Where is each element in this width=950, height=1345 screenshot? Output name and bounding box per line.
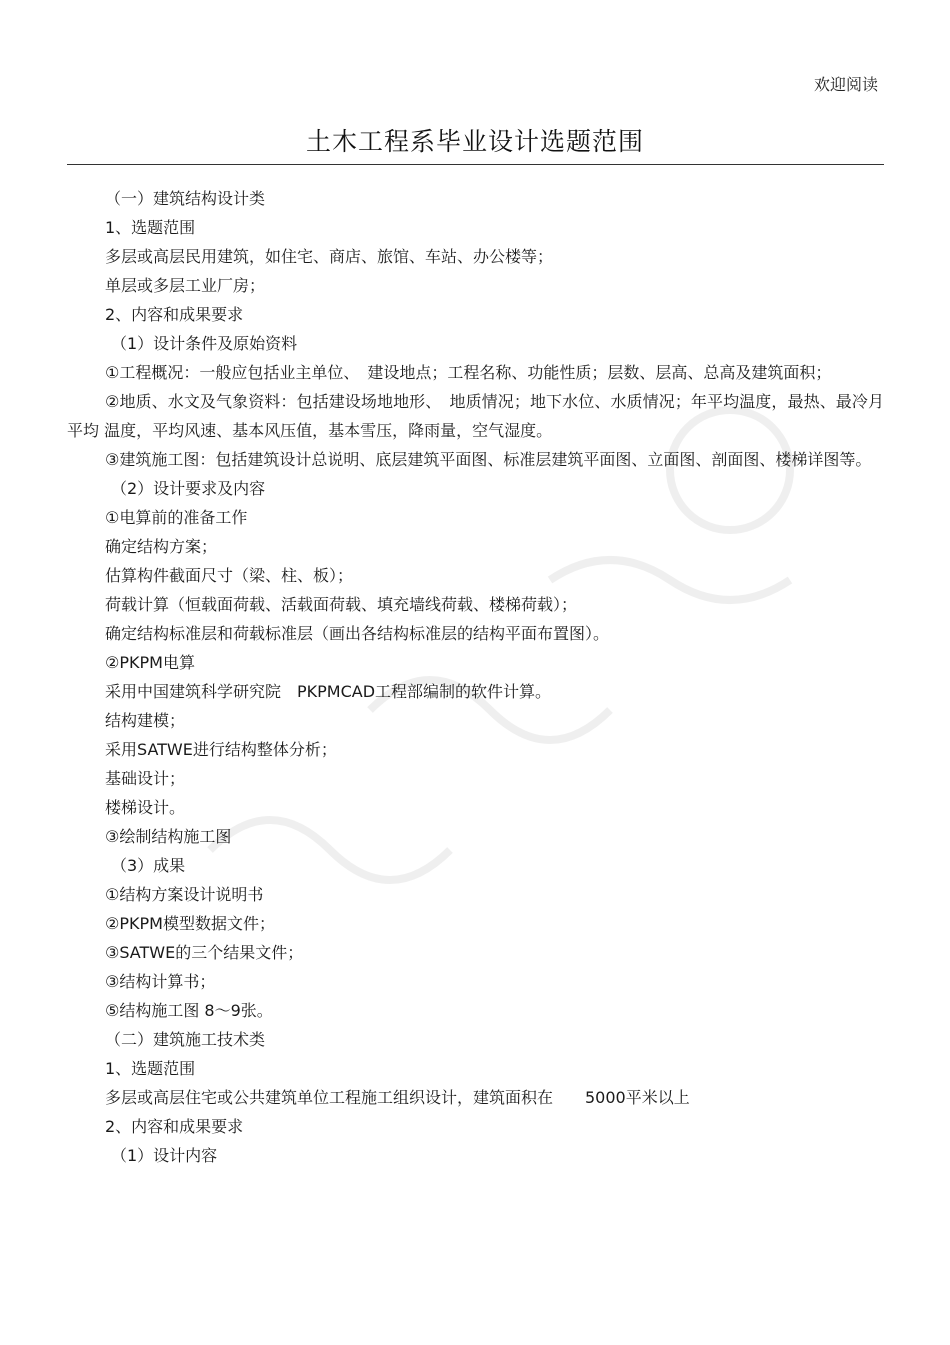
- body-line: ①电算前的准备工作: [105, 508, 248, 527]
- document-body: [67, 184, 884, 1170]
- body-line: 多层或高层住宅或公共建筑单位工程施工组织设计，建筑面积在 5000平米以上: [105, 1088, 690, 1107]
- body-line: ③绘制结构施工图: [105, 827, 232, 846]
- document-title: 土木工程系毕业设计选题范围: [305, 127, 644, 156]
- sub-item-heading: （2）设计要求及内容: [111, 479, 266, 498]
- body-line: ②PKPM电算: [105, 653, 195, 672]
- subsection-heading: 1、选题范围: [105, 1059, 196, 1078]
- body-line: 确定结构标准层和荷载标准层（画出各结构标准层的结构平面布置图）。: [105, 624, 610, 643]
- body-line: 采用SATWE进行结构整体分析；: [105, 740, 337, 759]
- sub-item-heading: （3）成果: [111, 856, 186, 875]
- body-paragraph: ③建筑施工图：包括建筑设计总说明、底层建筑平面图、标准层建筑平面图、立面图、剖面图、楼梯详图等。: [105, 450, 872, 469]
- body-line: ③结构计算书；: [105, 972, 216, 991]
- body-line: 采用中国建筑科学研究院 PKPMCAD工程部编制的软件计算。: [105, 682, 552, 701]
- sub-item-heading: （1）设计条件及原始资料: [111, 334, 298, 353]
- body-line: ②PKPM模型数据文件；: [105, 914, 275, 933]
- subsection-heading: 1、选题范围: [105, 218, 196, 237]
- sub-item-heading: （1）设计内容: [111, 1146, 218, 1165]
- body-line: 单层或多层工业厂房；: [105, 276, 266, 295]
- body-line: 结构建模；: [105, 711, 186, 730]
- subsection-heading: 2、内容和成果要求: [105, 305, 244, 324]
- body-line: 基础设计；: [105, 769, 186, 788]
- body-line: 楼梯设计。: [105, 798, 186, 817]
- body-line: ⑤结构施工图 8～9张。: [105, 1001, 273, 1020]
- body-line: ①结构方案设计说明书: [105, 885, 264, 904]
- title-divider: [67, 164, 884, 165]
- subsection-heading: 2、内容和成果要求: [105, 1117, 244, 1136]
- body-line: 荷载计算（恒载面荷载、活载面荷载、填充墙线荷载、楼梯荷载）；: [105, 595, 578, 614]
- body-line: ③SATWE的三个结果文件；: [105, 943, 304, 962]
- body-line: 估算构件截面尺寸（梁、柱、板）；: [105, 566, 354, 585]
- body-line: 多层或高层民用建筑，如住宅、商店、旅馆、车站、办公楼等；: [105, 247, 554, 266]
- body-paragraph: ①工程概况：一般应包括业主单位、 建设地点；工程名称、功能性质；层数、层高、总高及建筑面积；: [105, 363, 832, 382]
- body-paragraph: ②地质、水文及气象资料：包括建设场地地形、 地质情况；地下水位、水质情况；年平均温度，最热、最冷月平均 温度，平均风速、基本风压值，基本雪压，降雨量，空气湿度。: [67, 392, 884, 440]
- section-heading: （二）建筑施工技术类: [105, 1030, 266, 1049]
- header-note: 欢迎阅读: [813, 75, 878, 94]
- body-line: 确定结构方案；: [105, 537, 218, 556]
- section-heading: （一）建筑结构设计类: [105, 189, 266, 208]
